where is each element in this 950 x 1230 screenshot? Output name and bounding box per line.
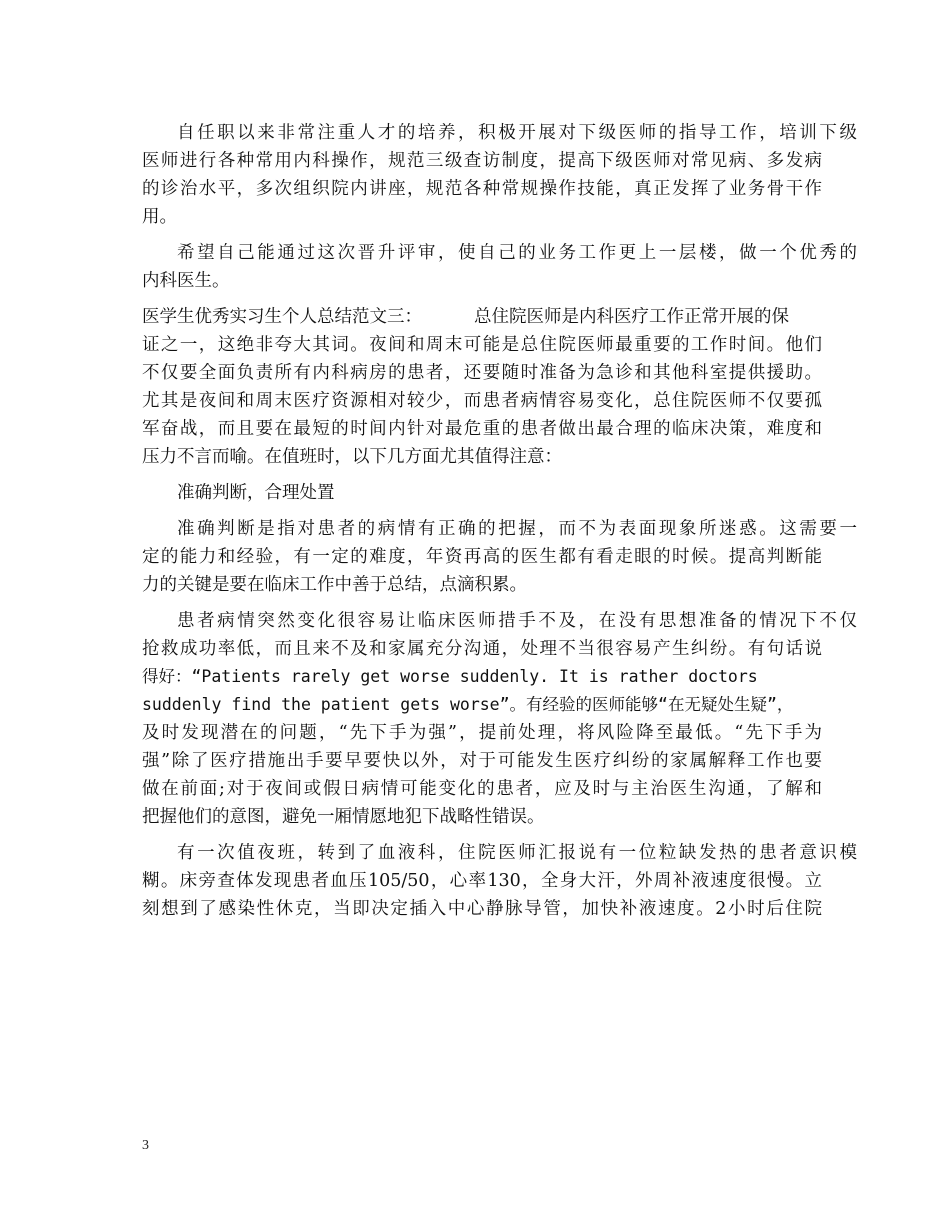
text-line: 及时发现潜在的问题，“先下手为强”，提前处理，将风险降至最低。“先下手为 [142,723,822,743]
paragraph-4 [142,479,822,507]
text-line: 的诊治水平，多次组织院内讲座，规范各种常规操作技能，真正发挥了业务骨干作 [142,179,822,199]
page-number: 3 [142,1138,149,1153]
text-line: 得好：“Patients rarely get worse suddenly. It is rather doctors [142,667,758,686]
document-body [142,119,857,923]
text-line: 内科医生。 [142,271,230,291]
subheading: 准确判断，合理处置 [177,483,335,503]
text-line: 希望自己能通过这次晋升评审，使自己的业务工作更上一层楼，做一个优秀的 [177,243,857,263]
section-heading: 医学生优秀实习生个人总结范文三： [142,307,422,327]
text-line: 抢救成功率低，而且来不及和家属充分沟通，处理不当很容易产生纠纷。有句话说 [142,639,822,659]
text-line: 有一次值夜班，转到了血液科，住院医师汇报说有一位粒缺发热的患者意识模 [177,843,857,863]
paragraph-6 [142,607,857,831]
text-line [142,303,822,331]
paragraph-5 [142,515,857,599]
text-line: 用。 [142,207,177,227]
paragraph-3 [142,303,822,471]
text-run: 总住院医师是内科医疗工作正常开展的保 [474,307,789,327]
text-line: 把握他们的意图，避免一厢情愿地犯下战略性错误。 [142,807,545,827]
text-line: 不仅要全面负责所有内科病房的患者，还要随时准备为急诊和其他科室提供援助。 [142,363,822,383]
text-line: suddenly find the patient gets worse”。有经验的医师能够“在无疑处生疑”， [142,695,794,714]
paragraph-2 [142,239,857,295]
text-line: 力的关键是要在临床工作中善于总结，点滴积累。 [142,575,527,595]
text-line: 患者病情突然变化很容易让临床医师措手不及，在没有思想准备的情况下不仅 [177,611,857,631]
text-line: 定的能力和经验，有一定的难度，年资再高的医生都有看走眼的时候。提高判断能 [142,547,822,567]
text-line: 强”除了医疗措施出手要早要快以外，对于可能发生医疗纠纷的家属解释工作也要 [142,751,822,771]
text-line: 压力不言而喻。在值班时，以下几方面尤其值得注意： [142,447,562,467]
text-line: 糊。床旁查体发现患者血压105/50，心率130，全身大汗，外周补液速度很慢。立 [142,871,822,891]
text-line: 准确判断是指对患者的病情有正确的把握，而不为表面现象所迷惑。这需要一 [177,519,857,539]
paragraph-7 [142,839,857,923]
text-line: 证之一，这绝非夸大其词。夜间和周末可能是总住院医师最重要的工作时间。他们 [142,335,822,355]
text-line: 医师进行各种常用内科操作，规范三级查访制度，提高下级医师对常见病、多发病 [142,151,822,171]
text-line: 刻想到了感染性休克，当即决定插入中心静脉导管，加快补液速度。2小时后住院 [142,899,822,919]
text-line: 自任职以来非常注重人才的培养，积极开展对下级医师的指导工作，培训下级 [177,123,857,143]
text-line: 军奋战，而且要在最短的时间内针对最危重的患者做出最合理的临床决策，难度和 [142,419,822,439]
text-line: 做在前面;对于夜间或假日病情可能变化的患者，应及时与主治医生沟通，了解和 [142,779,822,799]
paragraph-1 [142,119,857,231]
text-line: 尤其是夜间和周末医疗资源相对较少，而患者病情容易变化，总住院医师不仅要孤 [142,391,822,411]
